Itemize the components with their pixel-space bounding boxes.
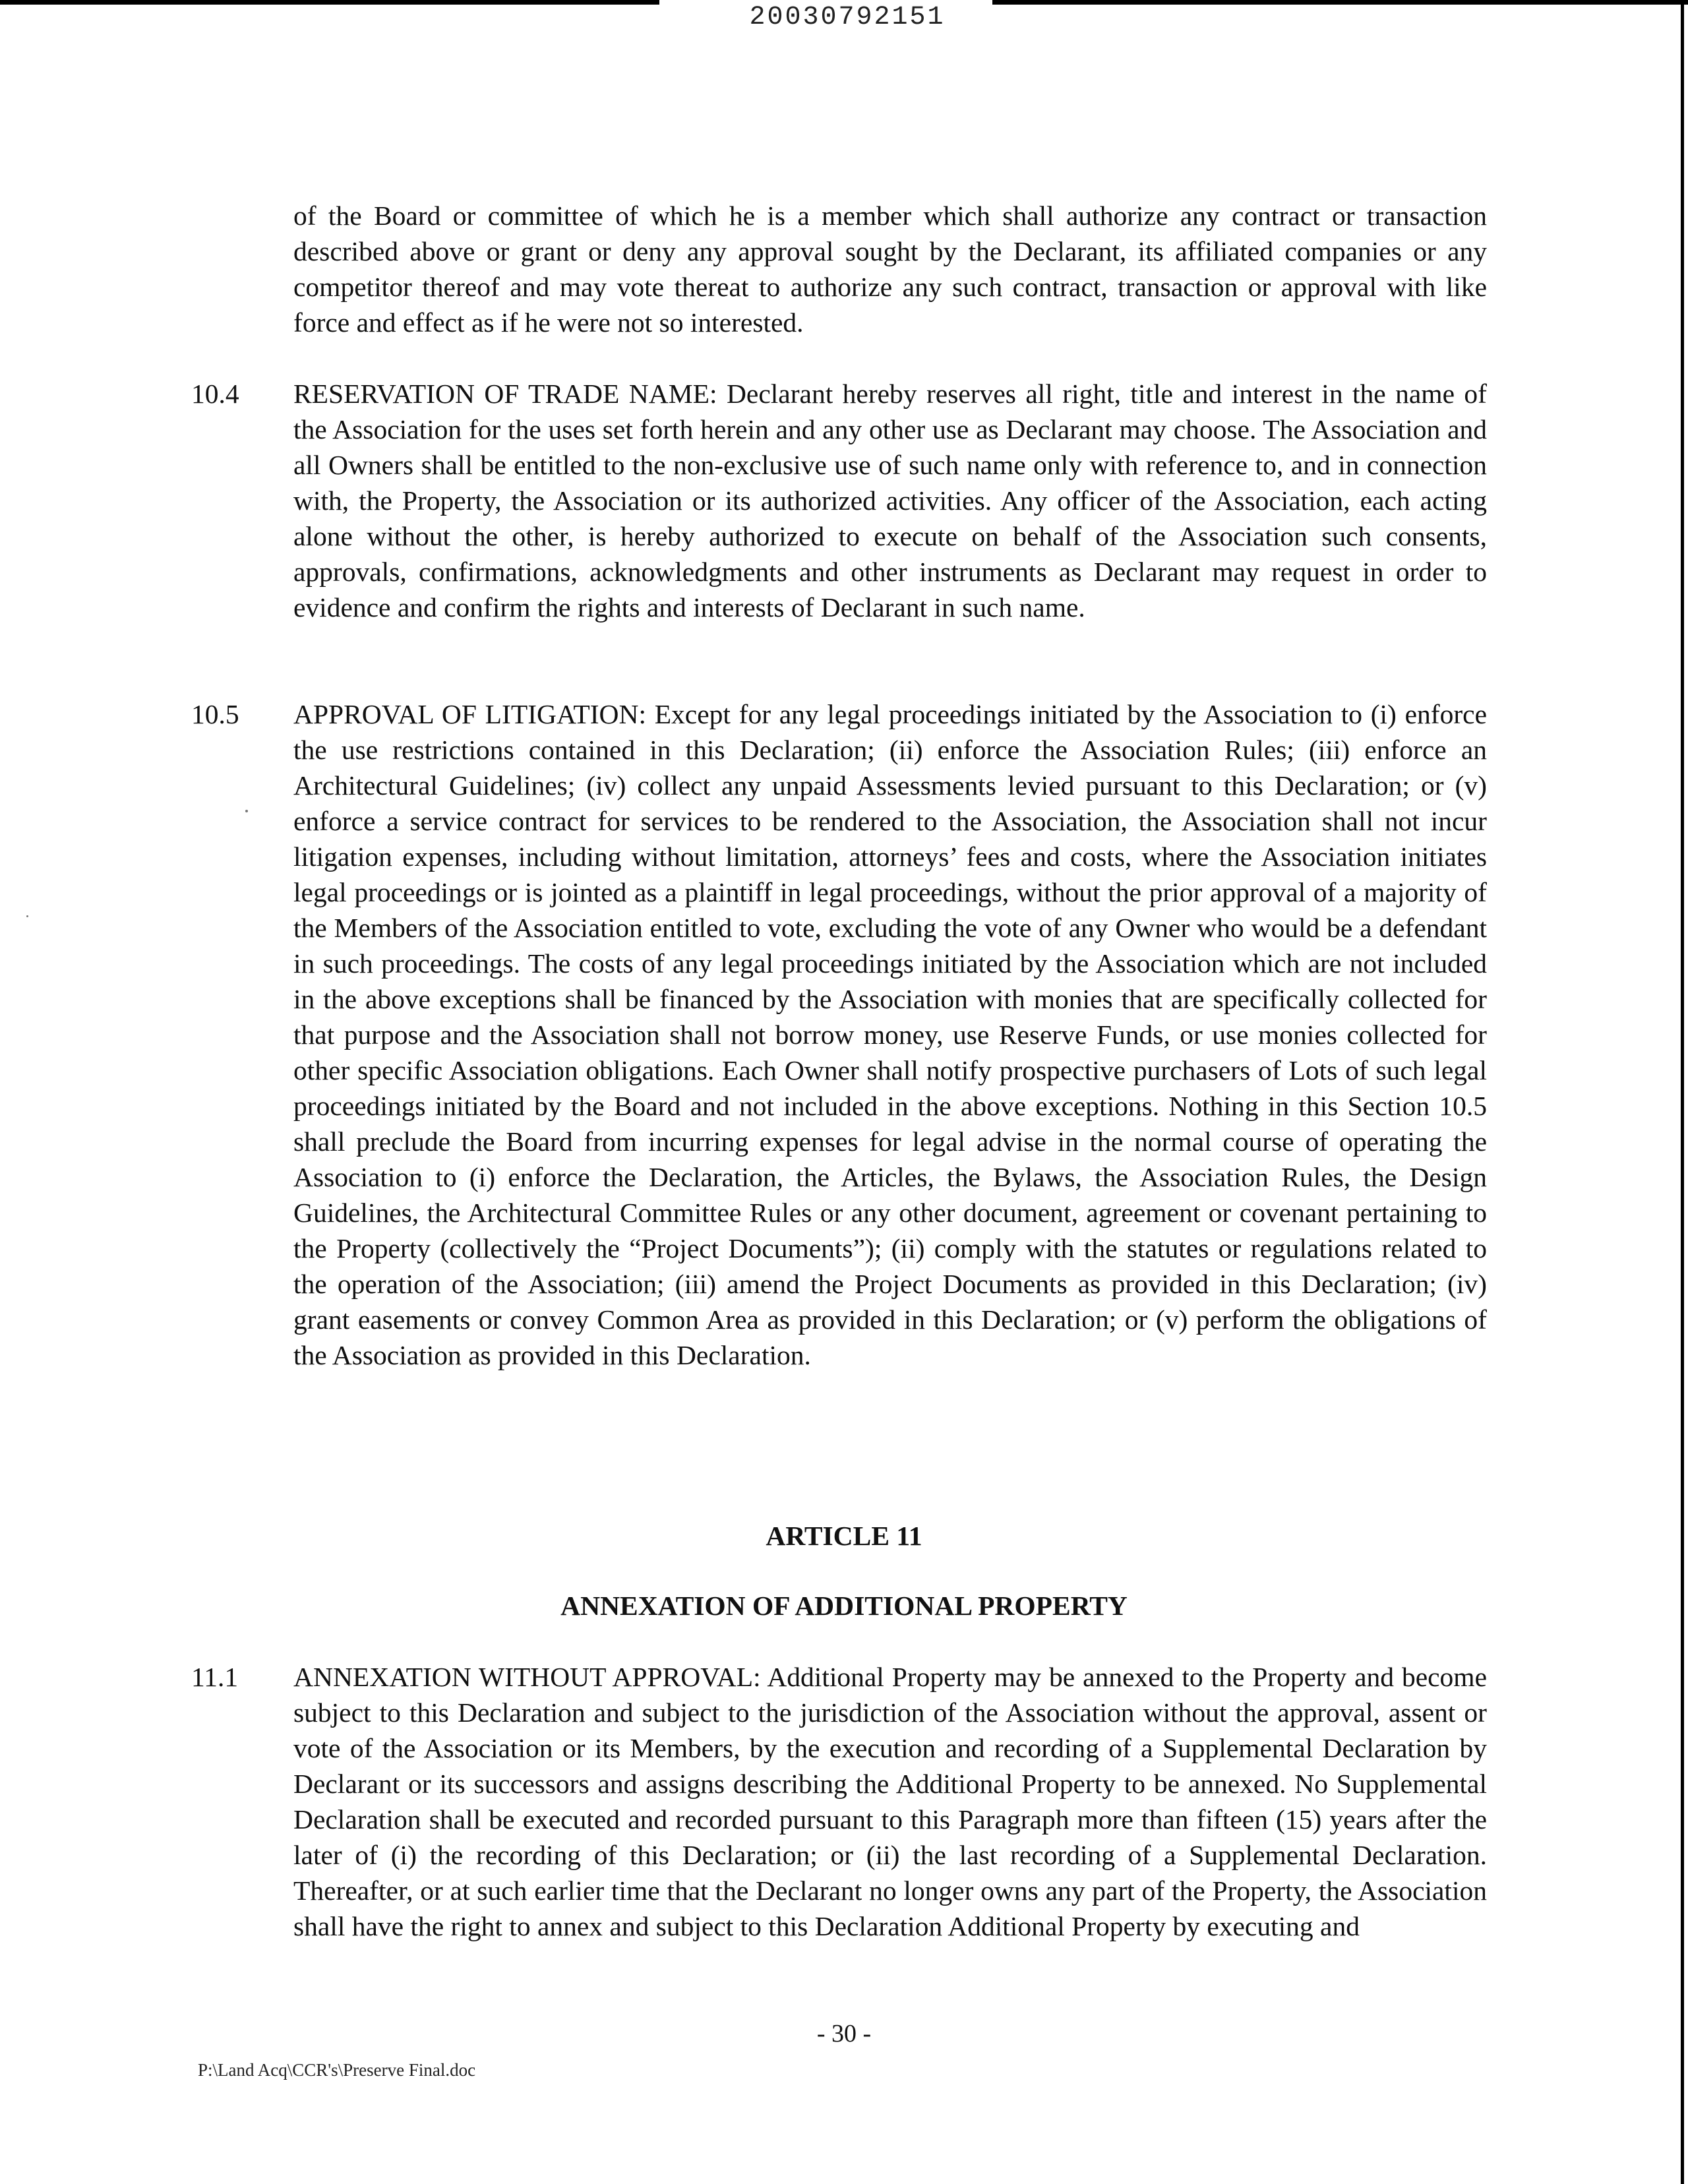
scan-top-border-left [0,0,659,5]
file-path-footer: P:\Land Acq\CCR's\Preserve Final.doc [198,2060,476,2080]
scan-speck [245,810,248,812]
section-text: RESERVATION OF TRADE NAME: Declarant hereby reserves all right, title and interest in the name of the Association for the uses set forth herein and any other use as Declarant may choose. The Association and all Owners shall be entitled to the non-exclusive use of such name only with reference to, and in connection with, the Property, the Association or its authorized activities. Any officer of the Association, each acting alone without the other, is hereby authorized to execute on behalf of the Association such consents, approvals, confirmations, acknowledgments and other instruments as Declarant may request in order to evidence and confirm the rights and interests of Declarant in such name. [293,379,1487,622]
section-number: 10.4 [191,379,239,409]
article-number-heading: ARTICLE 11 [766,1521,922,1551]
section-number: 11.1 [191,1662,239,1692]
continuation-paragraph [191,198,1487,340]
page-number: - 30 - [816,2020,872,2048]
scan-top-border-right [992,0,1688,5]
scan-speck [26,915,28,917]
article-title-heading: ANNEXATION OF ADDITIONAL PROPERTY [560,1591,1128,1621]
document-number: 20030792151 [749,3,946,32]
section-text: APPROVAL OF LITIGATION: Except for any legal proceedings initiated by the Association to (i) enforce the use restrictions contained in this Declaration; (ii) enforce the Association Rules; (iii) enforce an Architectural Guidelines; (iv) collect any unpaid Assessments levied pursuant to this Declaration; or (v) enforce a service contract for services to be rendered to the Association, the Association shall not incur litigation expenses, including without limitation, attorneys’ fees and costs, where the Association initiates legal proceedings or is jointed as a plaintiff in legal proceedings, without the prior approval of a majority of the Members of the Association entitled to vote, excluding the vote of any Owner who would be a defendant in such proceedings. The costs of any legal proceedings initiated by the Association which are not included in the above exceptions shall be financed by the Association with monies that are specifically collected for that purpose and the Association shall not borrow money, use Reserve Funds, or use monies collected for other specific Association obligations. Each Owner shall notify prospective purchasers of Lots of such legal proceedings initiated by the Board and not included in the above exceptions. Nothing in this Section 10.5 shall preclude the Board from incurring expenses for legal advise in the normal course of operating the Association to (i) enforce the Declaration, the Articles, the Bylaws, the Association Rules, the Design Guidelines, the Architectural Committee Rules or any other document, agreement or covenant pertaining to the Property (collectively the “Project Documents”); (ii) comply with the statutes or regulations related to the operation of the Association; (iii) amend the Project Documents as provided in this Declaration; (iv) grant easements or convey Common Area as provided in this Declaration; or (v) perform the obligations of the Association as provided in this Declaration. [293,699,1487,1370]
section-10-4 [191,376,1487,625]
section-number: 10.5 [191,699,239,729]
section-10-5 [191,696,1487,1373]
section-11-1 [191,1659,1487,1944]
scan-right-border [1681,0,1684,2184]
section-text: ANNEXATION WITHOUT APPROVAL: Additional Property may be annexed to the Property and become subject to this Declaration and subject to the jurisdiction of the Association without the approval, assent or vote of the Association or its Members, by the execution and recording of a Supplemental Declaration by Declarant or its successors and assigns describing the Additional Property to be annexed. No Supplemental Declaration shall be executed and recorded pursuant to this Paragraph more than fifteen (15) years after the later of (i) the recording of this Declaration; or (ii) the last recording of a Supplemental Declaration. Thereafter, or at such earlier time that the Declarant no longer owns any part of the Property, the Association shall have the right to annex and subject to this Declaration Additional Property by executing and [293,1662,1487,1941]
continuation-text: of the Board or committee of which he is a member which shall authorize any contract or transaction described above or grant or deny any approval sought by the Declarant, its affiliated companies or any competitor thereof and may vote thereat to authorize any such contract, transaction or approval with like force and effect as if he were not so interested. [293,200,1487,338]
